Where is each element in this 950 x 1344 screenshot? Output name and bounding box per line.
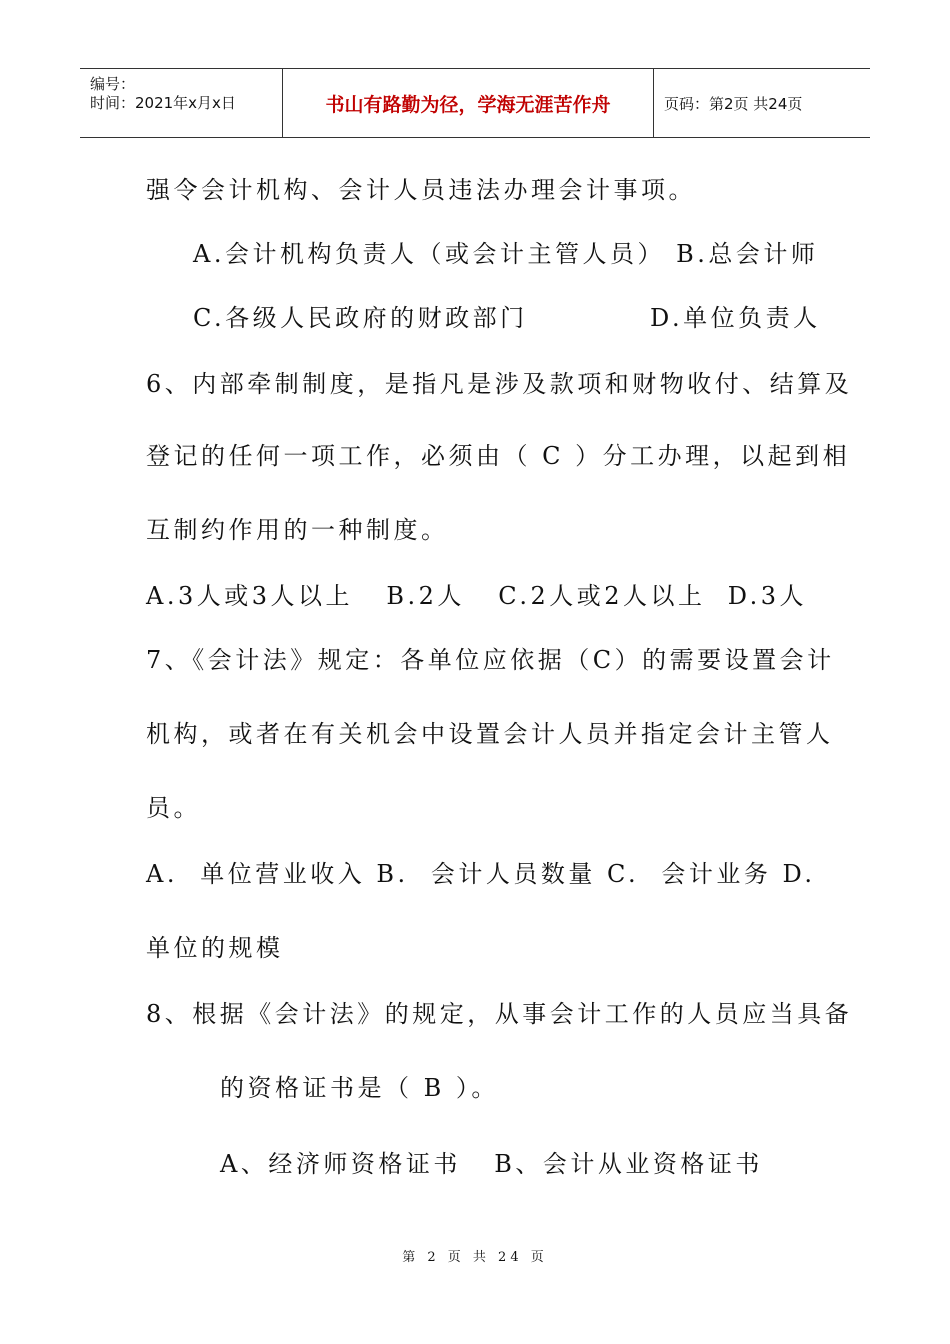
header-page-info: 页码：第2页 共24页 [664, 94, 803, 113]
question-line: 6、内部牵制制度，是指凡是涉及款项和财物收付、结算及 [146, 370, 853, 398]
question-line: 机构，或者在有关机会中设置会计人员并指定会计主管人 [146, 720, 834, 748]
header-meta [80, 69, 283, 137]
doc-date: 时间：2021年x月x日 [90, 94, 236, 112]
question-line: 8、根据《会计法》的规定，从事会计工作的人员应当具备 [146, 1000, 853, 1028]
question-line: 的资格证书是（ B ）。 [220, 1074, 499, 1102]
question-line: 互制约作用的一种制度。 [146, 516, 449, 544]
option-line: A、经济师资格证书 B、会计从业资格证书 [220, 1150, 763, 1178]
option-line: C.各级人民政府的财政部门 D.单位负责人 [193, 304, 821, 332]
option-line: 单位的规模 [146, 934, 284, 962]
page-header [80, 68, 870, 138]
text-line: 强令会计机构、会计人员违法办理会计事项。 [146, 176, 696, 204]
option-line: A. 单位营业收入 B. 会计人员数量 C. 会计业务 D. [146, 860, 816, 888]
question-line: 登记的任何一项工作，必须由（ C ）分工办理，以起到相 [146, 442, 851, 470]
option-line: A.3人或3人以上 B.2人 C.2人或2人以上 D.3人 [146, 582, 808, 610]
question-line: 员。 [146, 794, 201, 822]
header-motto: 书山有路勤为径，学海无涯苦作舟 [283, 69, 654, 137]
doc-number-label: 编号： [90, 75, 136, 93]
question-line: 7、《会计法》规定：各单位应依据（C）的需要设置会计 [146, 646, 835, 674]
option-line: A.会计机构负责人（或会计主管人员） B.总会计师 [193, 240, 819, 268]
page-footer: 第 2 页 共 24 页 [402, 1250, 548, 1265]
